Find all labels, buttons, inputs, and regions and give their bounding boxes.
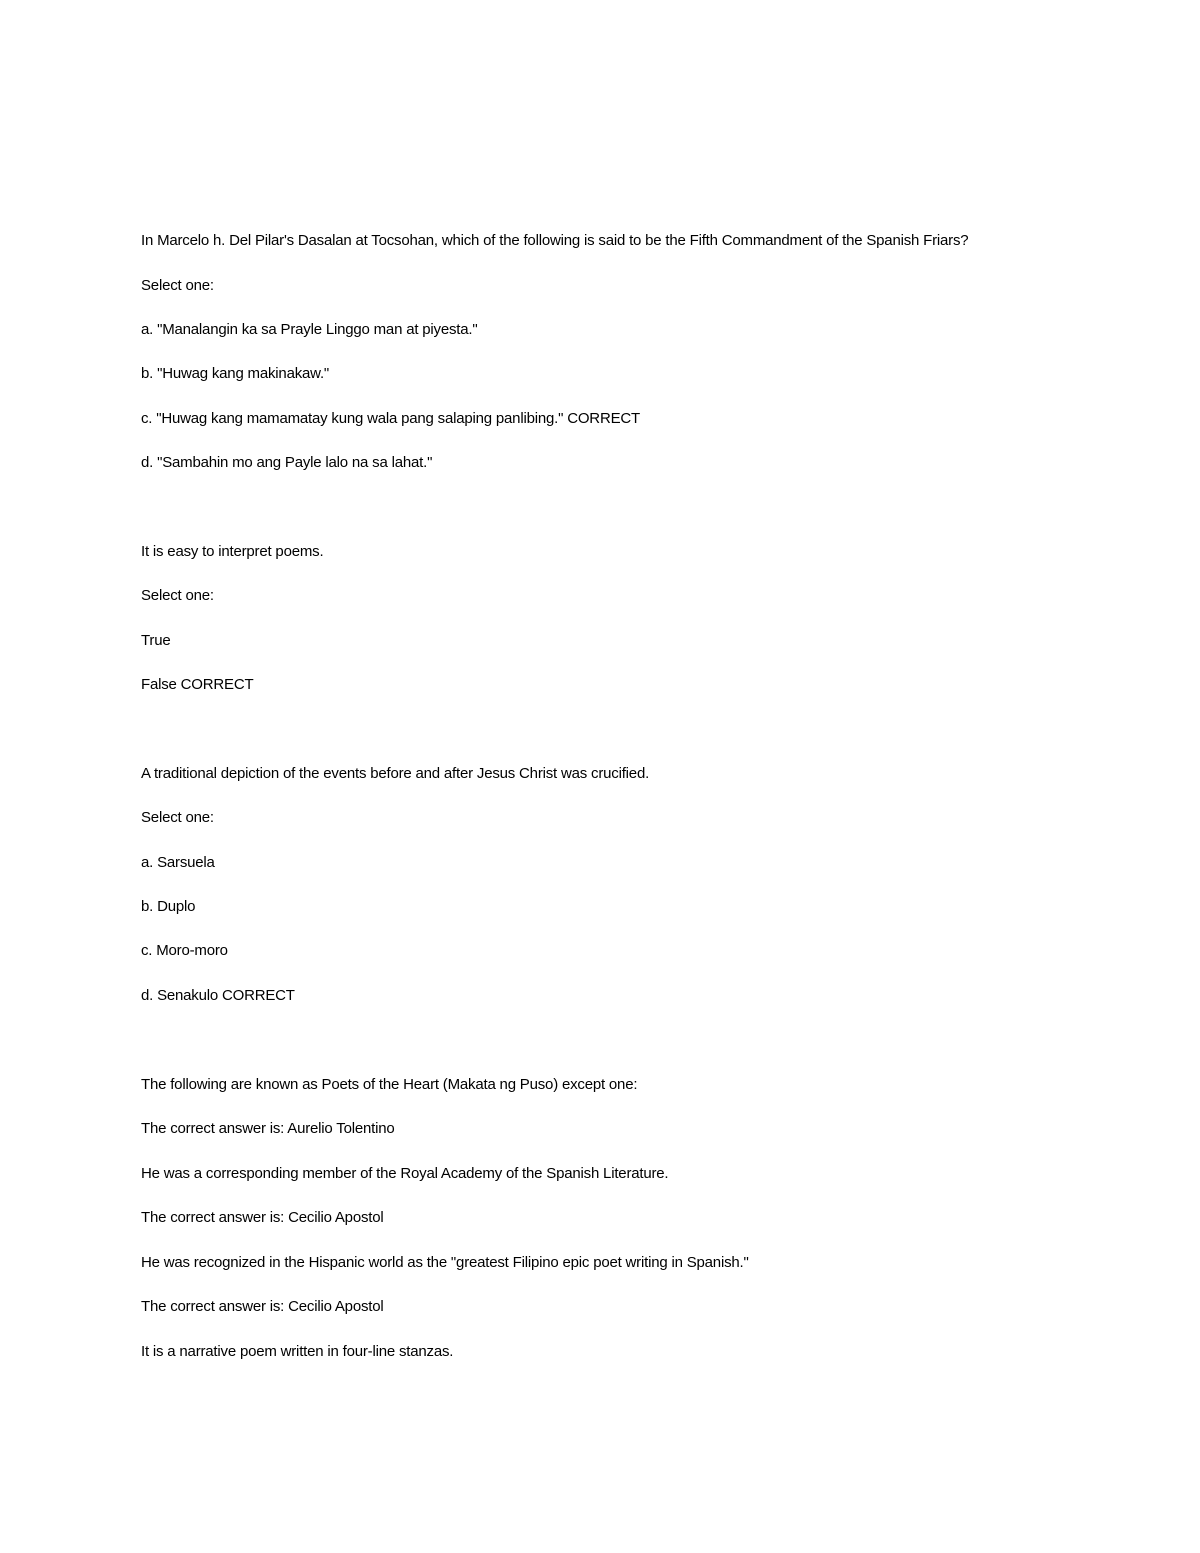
short-item-question-2: He was a corresponding member of the Royal Academy of the Spanish Literature. (141, 1165, 669, 1182)
question-3-option-b: b. Duplo (141, 898, 196, 915)
question-3-option-c: c. Moro-moro (141, 942, 228, 959)
question-3-prompt: A traditional depiction of the events before and after Jesus Christ was crucified. (141, 765, 650, 782)
short-item-answer-2: The correct answer is: Cecilio Apostol (141, 1209, 384, 1226)
short-item-question-4: It is a narrative poem written in four-line stanzas. (141, 1343, 454, 1360)
short-item-answer-3: The correct answer is: Cecilio Apostol (141, 1298, 384, 1315)
short-item-question-1: The following are known as Poets of the Heart (Makata ng Puso) except one: (141, 1076, 638, 1093)
question-3-select-label: Select one: (141, 809, 214, 826)
short-item-answer-1: The correct answer is: Aurelio Tolentino (141, 1120, 395, 1137)
question-1-option-b: b. "Huwag kang makinakaw." (141, 365, 330, 382)
question-3-option-d: d. Senakulo CORRECT (141, 987, 295, 1004)
question-1-select-label: Select one: (141, 277, 214, 294)
question-2-select-label: Select one: (141, 587, 214, 604)
question-2-option-false: False CORRECT (141, 676, 254, 693)
question-1-option-a: a. "Manalangin ka sa Prayle Linggo man at piyesta." (141, 321, 478, 338)
question-1-option-d: d. "Sambahin mo ang Payle lalo na sa lahat." (141, 454, 433, 471)
question-1-prompt: In Marcelo h. Del Pilar's Dasalan at Tocsohan, which of the following is said to be the Fifth Commandment of the Spanish Friars? (141, 232, 969, 249)
question-3-option-a: a. Sarsuela (141, 854, 215, 871)
question-2-prompt: It is easy to interpret poems. (141, 543, 324, 560)
question-1-option-c: c. "Huwag kang mamamatay kung wala pang salaping panlibing." CORRECT (141, 410, 640, 427)
short-item-question-3: He was recognized in the Hispanic world as the "greatest Filipino epic poet writing in Spanish." (141, 1254, 749, 1271)
question-2-option-true: True (141, 632, 171, 649)
